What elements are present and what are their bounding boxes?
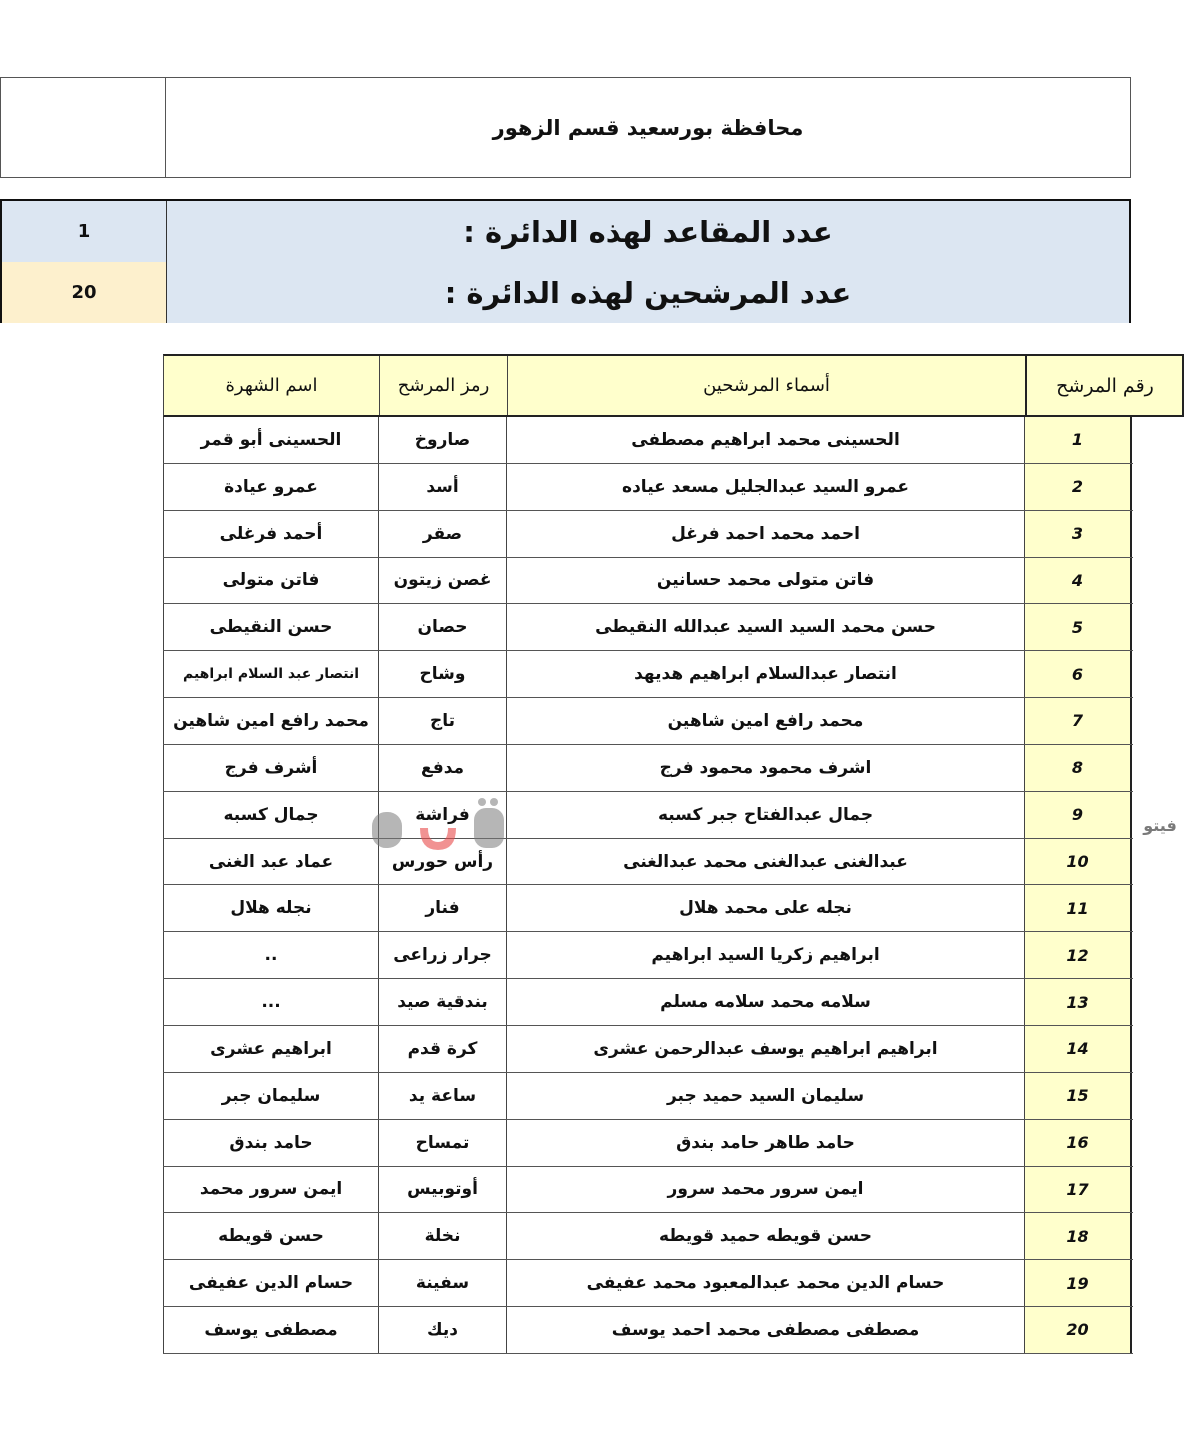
seats-label: عدد المقاعد لهذه الدائرة :: [167, 201, 1129, 262]
column-header-name: أسماء المرشحين: [507, 356, 1025, 415]
symbol-cell: ديك: [378, 1307, 506, 1353]
candidates-count-label: عدد المرشحين لهذه الدائرة :: [167, 262, 1129, 323]
table-row: [163, 698, 1133, 745]
name-cell: اشرف محمود محمود فرج: [506, 745, 1024, 791]
table-row: [163, 1260, 1133, 1307]
symbol-cell: أسد: [378, 464, 506, 510]
table-row: [163, 745, 1133, 792]
number-cell: 9: [1024, 792, 1132, 838]
number-cell: 2: [1024, 464, 1132, 510]
seats-row: [2, 201, 1129, 264]
number-cell: 20: [1024, 1307, 1132, 1353]
symbol-cell: صاروخ: [378, 417, 506, 463]
number-cell: 18: [1024, 1213, 1132, 1259]
name-cell: احمد محمد احمد فرغل: [506, 511, 1024, 557]
district-info-box: [0, 199, 1131, 323]
name-cell: حسام الدين محمد عبدالمعبود محمد عفيفى: [506, 1260, 1024, 1306]
candidates-table: [163, 354, 1184, 1355]
district-title-box: [0, 77, 1131, 178]
table-row: [163, 979, 1133, 1026]
fame-cell: حسام الدين عفيفى: [163, 1260, 378, 1306]
fame-cell: ايمن سرور محمد: [163, 1167, 378, 1213]
number-cell: 1: [1024, 417, 1132, 463]
table-row: [163, 464, 1133, 511]
number-cell: 3: [1024, 511, 1132, 557]
number-cell: 17: [1024, 1167, 1132, 1213]
name-cell: عمرو السيد عبدالجليل مسعد عياده: [506, 464, 1024, 510]
symbol-cell: حصان: [378, 604, 506, 650]
table-row: [163, 1026, 1133, 1073]
fame-cell: سليمان جبر: [163, 1073, 378, 1119]
number-cell: 12: [1024, 932, 1132, 978]
table-row: [163, 604, 1133, 651]
fame-cell: الحسينى أبو قمر: [163, 417, 378, 463]
name-cell: ابراهيم زكريا السيد ابراهيم: [506, 932, 1024, 978]
table-row: [163, 417, 1133, 464]
name-cell: سلامه محمد سلامه مسلم: [506, 979, 1024, 1025]
fame-cell: حسن قويطه: [163, 1213, 378, 1259]
number-cell: 7: [1024, 698, 1132, 744]
name-cell: فاتن متولى محمد حسانين: [506, 558, 1024, 604]
number-cell: 4: [1024, 558, 1132, 604]
candidates-count-value: 20: [2, 262, 167, 323]
name-cell: محمد رافع امين شاهين: [506, 698, 1024, 744]
symbol-cell: فنار: [378, 885, 506, 931]
fame-cell: حامد بندق: [163, 1120, 378, 1166]
table-body: [163, 417, 1133, 1354]
fame-cell: عمرو عيادة: [163, 464, 378, 510]
symbol-cell: رأس حورس: [378, 839, 506, 885]
symbol-cell: مدفع: [378, 745, 506, 791]
fame-cell: انتصار عبد السلام ابراهيم: [163, 651, 378, 697]
fame-cell: ابراهيم عشرى: [163, 1026, 378, 1072]
symbol-cell: غصن زيتون: [378, 558, 506, 604]
symbol-cell: سفينة: [378, 1260, 506, 1306]
symbol-cell: جرار زراعى: [378, 932, 506, 978]
table-row: [163, 1213, 1133, 1260]
symbol-cell: فراشة: [378, 792, 506, 838]
symbol-cell: أوتوبيس: [378, 1167, 506, 1213]
watermark-text: فيتو: [1143, 815, 1177, 835]
fame-cell: جمال كسبه: [163, 792, 378, 838]
name-cell: حسن قويطه حميد قويطه: [506, 1213, 1024, 1259]
table-row: [163, 1073, 1133, 1120]
column-header-number: رقم المرشح: [1025, 356, 1183, 415]
name-cell: نجله على محمد هلال: [506, 885, 1024, 931]
fame-cell: ...: [163, 979, 378, 1025]
symbol-cell: كرة قدم: [378, 1026, 506, 1072]
fame-cell: أحمد فرغلى: [163, 511, 378, 557]
table-row: [163, 511, 1133, 558]
name-cell: حامد طاهر حامد بندق: [506, 1120, 1024, 1166]
number-cell: 6: [1024, 651, 1132, 697]
table-row: [163, 885, 1133, 932]
table-row: [163, 558, 1133, 605]
symbol-cell: تمساح: [378, 1120, 506, 1166]
column-header-fame: اسم الشهرة: [225, 375, 318, 396]
symbol-cell: ساعة يد: [378, 1073, 506, 1119]
table-row: [163, 792, 1133, 839]
name-cell: مصطفى مصطفى محمد احمد يوسف: [506, 1307, 1024, 1353]
number-cell: 19: [1024, 1260, 1132, 1306]
fame-cell: مصطفى يوسف: [163, 1307, 378, 1353]
name-cell: حسن محمد السيد السيد عبدالله النقيطى: [506, 604, 1024, 650]
number-cell: 16: [1024, 1120, 1132, 1166]
name-cell: سليمان السيد حميد جبر: [506, 1073, 1024, 1119]
title-empty-cell: [1, 78, 166, 177]
fame-cell: نجله هلال: [163, 885, 378, 931]
table-row: [163, 1307, 1133, 1354]
number-cell: 5: [1024, 604, 1132, 650]
fame-cell: حسن النقيطى: [163, 604, 378, 650]
number-cell: 14: [1024, 1026, 1132, 1072]
seats-value: 1: [2, 201, 167, 262]
table-row: [163, 839, 1133, 886]
table-row: [163, 932, 1133, 979]
candidates-count-row: [2, 262, 1129, 323]
number-cell: 15: [1024, 1073, 1132, 1119]
column-header-symbol: رمز المرشح: [379, 356, 507, 415]
fame-cell: أشرف فرج: [163, 745, 378, 791]
table-row: [163, 1120, 1133, 1167]
symbol-cell: نخلة: [378, 1213, 506, 1259]
symbol-cell: وشاح: [378, 651, 506, 697]
table-row: [163, 651, 1133, 698]
name-cell: الحسينى محمد ابراهيم مصطفى: [506, 417, 1024, 463]
number-cell: 11: [1024, 885, 1132, 931]
fame-cell: ..: [163, 932, 378, 978]
symbol-cell: بندقية صيد: [378, 979, 506, 1025]
fame-cell: عماد عبد الغنى: [163, 839, 378, 885]
name-cell: جمال عبدالفتاح جبر كسبه: [506, 792, 1024, 838]
name-cell: ابراهيم ابراهيم يوسف عبدالرحمن عشرى: [506, 1026, 1024, 1072]
number-cell: 13: [1024, 979, 1132, 1025]
name-cell: ايمن سرور محمد سرور: [506, 1167, 1024, 1213]
name-cell: عبدالغنى عبدالغنى محمد عبدالغنى: [506, 839, 1024, 885]
fame-cell: محمد رافع امين شاهين: [163, 698, 378, 744]
table-row: [163, 1167, 1133, 1214]
fame-cell: فاتن متولى: [163, 558, 378, 604]
table-header: [163, 354, 1184, 417]
symbol-cell: تاج: [378, 698, 506, 744]
number-cell: 8: [1024, 745, 1132, 791]
name-cell: انتصار عبدالسلام ابراهيم هديهد: [506, 651, 1024, 697]
district-title: محافظة بورسعيد قسم الزهور: [492, 115, 804, 140]
symbol-cell: صقر: [378, 511, 506, 557]
number-cell: 10: [1024, 839, 1132, 885]
